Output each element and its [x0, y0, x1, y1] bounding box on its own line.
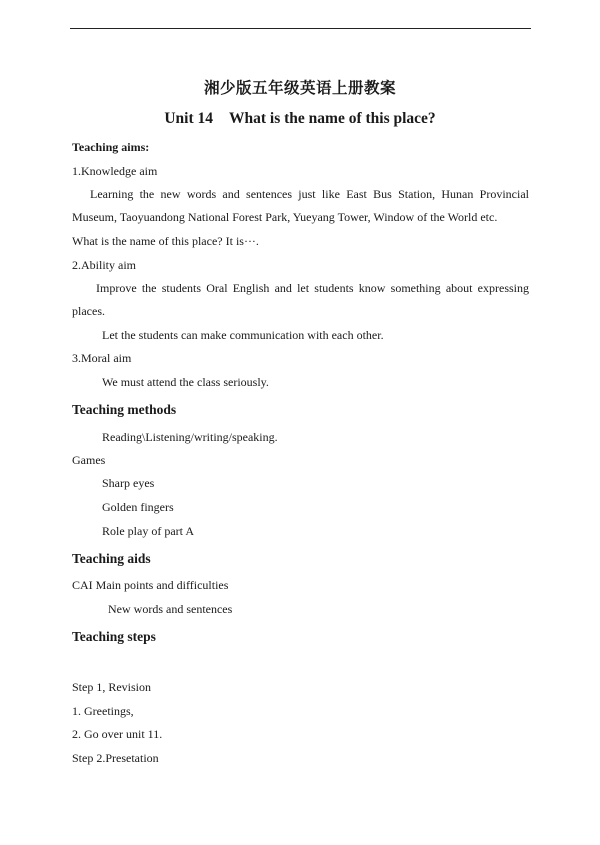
teaching-methods-heading: Teaching methods — [72, 402, 177, 417]
aids-sub-text: New words and sentences — [108, 602, 233, 616]
header-rule — [70, 28, 531, 29]
moral-text: We must attend the class seriously. — [102, 375, 269, 389]
teaching-steps-heading: Teaching steps — [72, 629, 156, 644]
document-title-unit — [0, 110, 600, 128]
game-item: Role play of part A — [102, 524, 194, 538]
step-1-heading: Step 1, Revision — [72, 680, 152, 694]
ability-text-line-2: places. — [72, 304, 105, 318]
step-2-heading: Step 2.Presetation — [72, 751, 159, 765]
game-item: Sharp eyes — [102, 476, 155, 490]
knowledge-text-line-2: Museum, Taoyuandong National Forest Park, Yueyang Tower, Window of the World etc. — [72, 210, 498, 224]
ability-aim-heading: 2.Ability aim — [72, 258, 136, 272]
teaching-aids-heading: Teaching aids — [72, 551, 151, 566]
step-1-item: 1. Greetings, — [72, 704, 134, 718]
teaching-aims-heading: Teaching aims: — [72, 140, 150, 154]
methods-text: Reading\Listening/writing/speaking. — [102, 430, 278, 444]
moral-aim-heading: 3.Moral aim — [72, 351, 132, 365]
unit-question: What is the name of this place? — [229, 110, 436, 127]
step-1-item: 2. Go over unit 11. — [72, 727, 163, 741]
knowledge-text-line-3: What is the name of this place? It is···. — [72, 234, 259, 248]
aids-text: CAI Main points and difficulties — [72, 578, 229, 592]
ability-text-line-1: Improve the students Oral English and let students know something about expressing — [96, 281, 529, 295]
document-title-chinese: 湘少版五年级英语上册教案 — [203, 79, 396, 97]
knowledge-aim-heading: 1.Knowledge aim — [72, 164, 158, 178]
unit-number: Unit 14 — [164, 110, 213, 127]
ability-text-line-3: Let the students can make communication with each other. — [102, 328, 384, 342]
games-heading: Games — [72, 453, 106, 467]
game-item: Golden fingers — [102, 500, 174, 514]
knowledge-text-line-1: Learning the new words and sentences just like East Bus Station, Hunan Provincial — [90, 187, 529, 201]
